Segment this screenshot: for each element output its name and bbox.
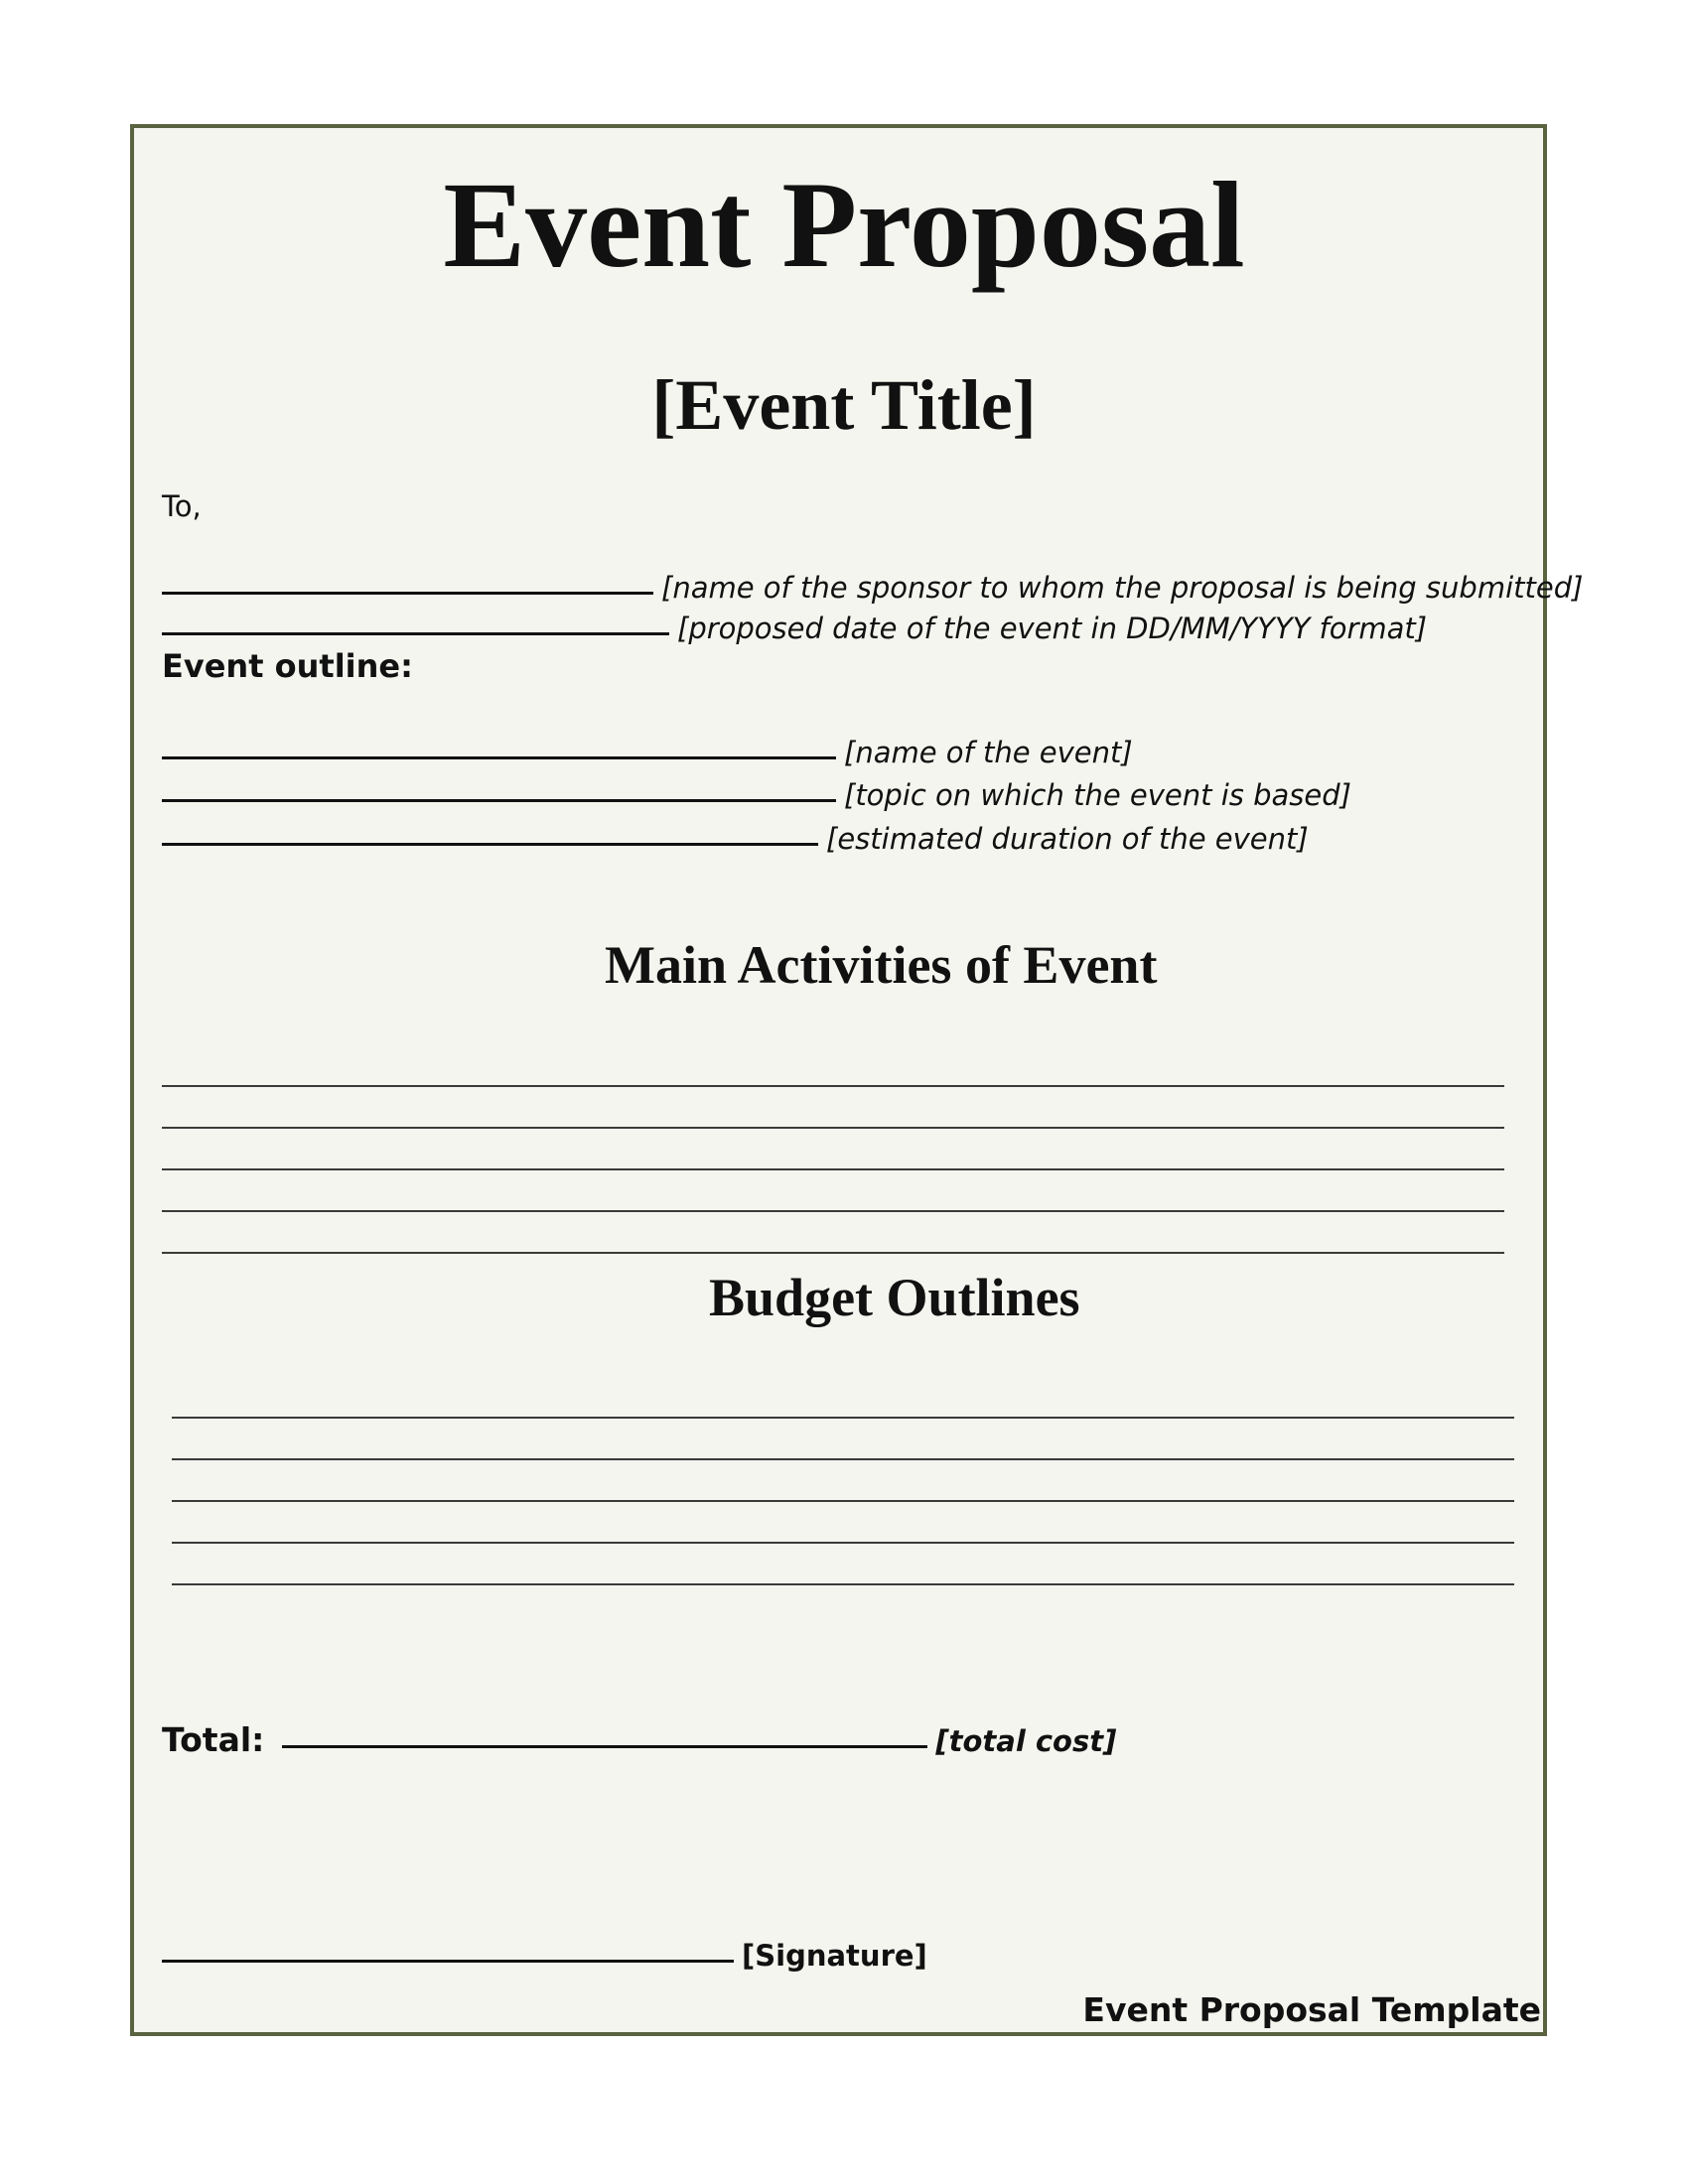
event-duration-field[interactable] (162, 814, 1309, 854)
activities-line-2[interactable] (162, 1127, 1504, 1129)
budget-line-3[interactable] (172, 1500, 1514, 1502)
event-name-blank[interactable] (162, 756, 836, 759)
total-field[interactable] (162, 1712, 1117, 1759)
total-cost-blank[interactable] (282, 1745, 927, 1748)
signature-blank[interactable] (162, 1960, 734, 1963)
event-date-field[interactable] (162, 604, 1427, 643)
event-duration-blank[interactable] (162, 843, 818, 846)
event-topic-blank[interactable] (162, 799, 836, 802)
budget-heading: Budget Outlines (709, 1268, 1080, 1327)
activities-line-3[interactable] (162, 1168, 1504, 1170)
document-title: Event Proposal (443, 157, 1245, 293)
activities-line-5[interactable] (162, 1252, 1504, 1254)
event-date-hint: [proposed date of the event in DD/MM/YYYY format] (677, 612, 1428, 645)
budget-line-4[interactable] (172, 1542, 1514, 1544)
event-topic-hint: [topic on which the event is based] (844, 778, 1351, 812)
footer-template-label: Event Proposal Template (1082, 1990, 1541, 2029)
event-name-hint: [name of the event] (844, 736, 1133, 769)
signature-hint: [Signature] (742, 1939, 927, 1973)
signature-field[interactable] (162, 1931, 927, 1971)
event-topic-field[interactable] (162, 770, 1351, 810)
budget-line-2[interactable] (172, 1458, 1514, 1460)
event-date-blank[interactable] (162, 632, 669, 635)
budget-line-1[interactable] (172, 1417, 1514, 1419)
activities-heading: Main Activities of Event (605, 935, 1158, 995)
sponsor-name-field[interactable] (162, 563, 1583, 603)
event-title-placeholder: [Event Title] (651, 365, 1037, 445)
sponsor-name-blank[interactable] (162, 592, 653, 595)
activities-line-1[interactable] (162, 1085, 1504, 1087)
to-label: To, (162, 489, 202, 523)
total-label: Total: (162, 1720, 265, 1759)
event-outline-label: Event outline: (162, 647, 413, 685)
event-name-field[interactable] (162, 728, 1133, 767)
total-cost-hint: [total cost] (935, 1724, 1117, 1758)
budget-line-5[interactable] (172, 1583, 1514, 1585)
event-duration-hint: [estimated duration of the event] (826, 822, 1309, 856)
sponsor-name-hint: [name of the sponsor to whom the proposal is being submitted] (661, 571, 1584, 605)
activities-line-4[interactable] (162, 1210, 1504, 1212)
